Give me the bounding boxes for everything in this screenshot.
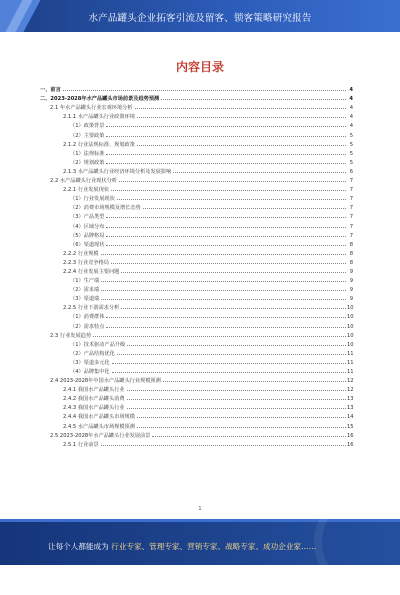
toc-entry[interactable] bbox=[40, 184, 353, 193]
toc-entry[interactable] bbox=[40, 357, 353, 366]
toc-leader-dots bbox=[161, 99, 346, 100]
toc-leader-dots bbox=[127, 345, 346, 346]
toc-entry-page: 5 bbox=[349, 150, 353, 157]
toc-entry-label: 2.2.2 行业规模 bbox=[63, 250, 99, 257]
toc-entry-label: （2）需求特点 bbox=[70, 323, 105, 330]
toc-entry-label: 2.4.2 我国水产品罐头消费 bbox=[63, 396, 125, 403]
toc-entry-label: 2.5.1 行业前景 bbox=[63, 441, 99, 448]
toc-entry[interactable] bbox=[40, 202, 353, 211]
toc-leader-dots bbox=[106, 154, 346, 155]
toc-leader-dots bbox=[119, 181, 346, 182]
toc-entry-label: 2.1.1 水产品罐头行业政策环境 bbox=[63, 114, 135, 121]
toc-entry-label: 2.4.3 我国水产品罐头行业 bbox=[63, 405, 125, 412]
toc-entry[interactable] bbox=[40, 248, 353, 257]
toc-entry[interactable] bbox=[40, 275, 353, 284]
toc-leader-dots bbox=[106, 136, 346, 137]
toc-entry[interactable] bbox=[40, 375, 353, 384]
toc-entry-page: 4 bbox=[349, 123, 353, 130]
toc-entry-page: 8 bbox=[349, 250, 353, 257]
toc-leader-dots bbox=[143, 208, 346, 209]
toc-leader-dots bbox=[163, 381, 346, 382]
toc-leader-dots bbox=[137, 145, 346, 146]
toc-entry-page: 16 bbox=[347, 441, 354, 448]
toc-entry[interactable] bbox=[40, 102, 353, 111]
toc-leader-dots bbox=[93, 336, 346, 337]
toc-entry-label: （1）法规标准 bbox=[70, 150, 105, 157]
toc-entry-page: 6 bbox=[349, 168, 353, 175]
toc-entry-label: （2）规划政策 bbox=[70, 159, 105, 166]
page-number: 1 bbox=[198, 506, 202, 512]
toc-entry[interactable] bbox=[40, 311, 353, 320]
toc-entry-page: 9 bbox=[349, 268, 353, 275]
toc-leader-dots bbox=[127, 390, 346, 391]
toc-entry-page: 16 bbox=[347, 432, 354, 439]
toc-entry-page: 15 bbox=[347, 423, 354, 430]
toc-leader-dots bbox=[121, 308, 346, 309]
toc-entry-page: 13 bbox=[347, 405, 354, 412]
toc-entry[interactable] bbox=[40, 157, 353, 166]
toc-leader-dots bbox=[106, 236, 346, 237]
toc-entry-page: 10 bbox=[347, 305, 354, 312]
toc-entry[interactable] bbox=[40, 230, 353, 239]
toc-leader-dots bbox=[106, 163, 346, 164]
toc-entry-label: 2.2.5 行业下游需求分析 bbox=[63, 305, 120, 312]
toc-entry[interactable] bbox=[40, 284, 353, 293]
toc-entry[interactable] bbox=[40, 193, 353, 202]
toc-entry-page: 4 bbox=[349, 96, 353, 103]
toc-leader-dots bbox=[106, 317, 346, 318]
toc-entry-page: 7 bbox=[349, 232, 353, 239]
toc-entry[interactable] bbox=[40, 129, 353, 138]
toc-leader-dots bbox=[137, 117, 346, 118]
toc-heading: 内容目录 bbox=[175, 60, 224, 74]
toc-entry-label: （2）产品结构优化 bbox=[70, 350, 115, 357]
toc-entry-page: 4 bbox=[349, 114, 353, 121]
toc-entry-page: 5 bbox=[349, 132, 353, 139]
toc-leader-dots bbox=[101, 445, 346, 446]
toc-entry[interactable] bbox=[40, 320, 353, 329]
toc-leader-dots bbox=[135, 108, 346, 109]
toc-entry[interactable] bbox=[40, 348, 353, 357]
toc-leader-dots bbox=[137, 427, 346, 428]
toc-entry-page: 9 bbox=[349, 278, 353, 285]
toc-entry-page: 4 bbox=[349, 87, 353, 94]
toc-entry-page: 11 bbox=[347, 350, 354, 357]
toc-leader-dots bbox=[117, 354, 346, 355]
toc-entry-label: 2.3 行业发展趋势 bbox=[50, 332, 92, 339]
footer-lead: 让每个人都能成为 bbox=[48, 542, 109, 551]
toc-entry[interactable] bbox=[40, 84, 353, 93]
toc-entry[interactable] bbox=[40, 330, 353, 339]
toc-entry[interactable] bbox=[40, 93, 353, 102]
toc-entry-page: 10 bbox=[347, 332, 354, 339]
toc-entry-label: 一、前言 bbox=[40, 87, 61, 94]
toc-leader-dots bbox=[112, 372, 346, 373]
toc-entry-page: 8 bbox=[349, 259, 353, 266]
toc-entry-page: 4 bbox=[349, 105, 353, 112]
toc-entry[interactable] bbox=[40, 393, 353, 402]
toc-entry[interactable] bbox=[40, 420, 353, 429]
toc-entry-page: 9 bbox=[349, 296, 353, 303]
toc-leader-dots bbox=[173, 172, 346, 173]
toc-entry[interactable] bbox=[40, 120, 353, 129]
toc-leader-dots bbox=[117, 199, 346, 200]
toc-entry[interactable] bbox=[40, 111, 353, 120]
toc-leader-dots bbox=[137, 417, 346, 418]
toc-leader-dots bbox=[106, 126, 346, 127]
toc-entry-label: 2.5 2023-2028年水产品罐头行业发展前景 bbox=[50, 432, 151, 439]
toc-entry[interactable] bbox=[40, 366, 353, 375]
toc-entry-label: 2.4.4 我国水产品罐头市场规模 bbox=[63, 414, 135, 421]
toc-entry-label: 2.2 水产品罐头行业现状分析 bbox=[50, 178, 117, 185]
toc-entry-label: （1）生产端 bbox=[70, 278, 100, 285]
toc-leader-dots bbox=[106, 327, 346, 328]
toc-entry-page: 11 bbox=[347, 369, 354, 375]
toc-entry[interactable] bbox=[40, 211, 353, 220]
toc-entry-page: 7 bbox=[349, 214, 353, 221]
toc-entry-label: 2.2.3 行业竞争格局 bbox=[63, 259, 109, 266]
toc-leader-dots bbox=[121, 272, 346, 273]
toc-entry-page: 5 bbox=[349, 141, 353, 148]
toc-entry-page: 8 bbox=[349, 241, 353, 248]
toc-entry[interactable] bbox=[40, 293, 353, 302]
footer-decoration bbox=[314, 489, 400, 595]
toc-entry-label: 2.1.3 水产品罐头行业经济环境分析及发展影响 bbox=[63, 168, 172, 175]
toc-leader-dots bbox=[106, 227, 346, 228]
toc-entry[interactable] bbox=[40, 239, 353, 248]
toc-entry-page: 7 bbox=[349, 187, 353, 194]
toc-entry-page: 11 bbox=[347, 359, 354, 366]
toc-entry-label: （3）产品类型 bbox=[70, 214, 105, 221]
toc-entry-label: （2）主要政策 bbox=[70, 132, 105, 139]
toc-leader-dots bbox=[101, 281, 346, 282]
toc-leader-dots bbox=[63, 90, 346, 91]
header-banner bbox=[0, 0, 400, 32]
toc-entry-page: 7 bbox=[349, 205, 353, 212]
toc-entry-page: 12 bbox=[347, 378, 354, 385]
toc-entry-label: 2.2.1 行业发展现状 bbox=[63, 187, 109, 194]
toc-leader-dots bbox=[101, 290, 346, 291]
report-title: 水产品罐头企业拓客引流及留客、锁客策略研究报告 bbox=[88, 13, 312, 24]
toc-entry[interactable] bbox=[40, 302, 353, 311]
toc-entry-page: 7 bbox=[349, 223, 353, 230]
toc-leader-dots bbox=[106, 245, 346, 246]
toc-leader-dots bbox=[112, 363, 346, 364]
toc-entry-label: （1）技术驱动产品升级 bbox=[70, 341, 126, 348]
table-of-contents bbox=[40, 84, 353, 448]
toc-entry-label: （1）消费群体 bbox=[70, 314, 105, 321]
toc-entry-label: 2.1.2 行业法规标准、规划政策 bbox=[63, 141, 135, 148]
toc-entry-page: 10 bbox=[347, 341, 354, 348]
toc-entry-label: 2.2.4 行业发展主要问题 bbox=[63, 268, 120, 275]
toc-entry-label: 2.4.5 水产品罐头市场规模预测 bbox=[63, 423, 135, 430]
toc-entry-page: 10 bbox=[347, 314, 354, 321]
toc-entry[interactable] bbox=[40, 439, 353, 448]
toc-entry[interactable] bbox=[40, 402, 353, 411]
toc-leader-dots bbox=[127, 408, 346, 409]
toc-entry[interactable] bbox=[40, 257, 353, 266]
toc-entry-label: （3）渠道端 bbox=[70, 296, 100, 303]
toc-entry-label: 二、2023-2028年水产品罐头市场前景及趋势预测 bbox=[40, 96, 160, 103]
toc-leader-dots bbox=[111, 190, 346, 191]
toc-entry-page: 9 bbox=[349, 287, 353, 294]
toc-leader-dots bbox=[101, 254, 346, 255]
toc-entry-label: （2）需求端 bbox=[70, 287, 100, 294]
toc-entry[interactable] bbox=[40, 339, 353, 348]
toc-entry-page: 7 bbox=[349, 178, 353, 185]
toc-entry-label: （5）品牌格局 bbox=[70, 232, 105, 239]
toc-entry[interactable] bbox=[40, 175, 353, 184]
toc-entry-page: 7 bbox=[349, 196, 353, 203]
toc-entry[interactable] bbox=[40, 220, 353, 229]
toc-entry-label: （1）行业发展现状 bbox=[70, 196, 115, 203]
footer-slogan bbox=[48, 541, 316, 552]
toc-entry-label: （6）渠道现状 bbox=[70, 241, 105, 248]
toc-entry-page: 12 bbox=[347, 387, 354, 394]
toc-entry-label: 2.4 2023-2028年中国水产品罐头行业规模预测 bbox=[50, 378, 161, 385]
toc-entry-label: （1）政策背景 bbox=[70, 123, 105, 130]
toc-entry[interactable] bbox=[40, 166, 353, 175]
toc-entry-label: （4）品牌集中化 bbox=[70, 369, 110, 375]
toc-leader-dots bbox=[111, 263, 346, 264]
toc-leader-dots bbox=[152, 436, 346, 437]
footer-roles: 行业专家、管理专家、营销专家、战略专家、成功企业家…… bbox=[111, 542, 317, 551]
toc-entry[interactable] bbox=[40, 411, 353, 420]
footer-banner bbox=[0, 519, 400, 565]
toc-entry[interactable] bbox=[40, 139, 353, 148]
toc-entry-label: （2）消费市场规模及增长态势 bbox=[70, 205, 141, 212]
toc-entry-page: 5 bbox=[349, 159, 353, 166]
toc-entry-label: （4）区域分布 bbox=[70, 223, 105, 230]
toc-entry-page: 14 bbox=[347, 414, 354, 421]
toc-leader-dots bbox=[127, 399, 346, 400]
toc-entry-page: 13 bbox=[347, 396, 354, 403]
toc-entry-label: （3）渠道多元化 bbox=[70, 359, 110, 366]
toc-entry[interactable] bbox=[40, 266, 353, 275]
toc-entry[interactable] bbox=[40, 384, 353, 393]
toc-entry-label: 2.4.1 我国水产品罐头行业 bbox=[63, 387, 125, 394]
toc-leader-dots bbox=[101, 299, 346, 300]
toc-leader-dots bbox=[106, 217, 346, 218]
toc-entry-label: 2.1 年水产品罐头行业宏观环境分析 bbox=[50, 105, 133, 112]
toc-entry[interactable] bbox=[40, 430, 353, 439]
toc-entry[interactable] bbox=[40, 148, 353, 157]
toc-entry-page: 10 bbox=[347, 323, 354, 330]
